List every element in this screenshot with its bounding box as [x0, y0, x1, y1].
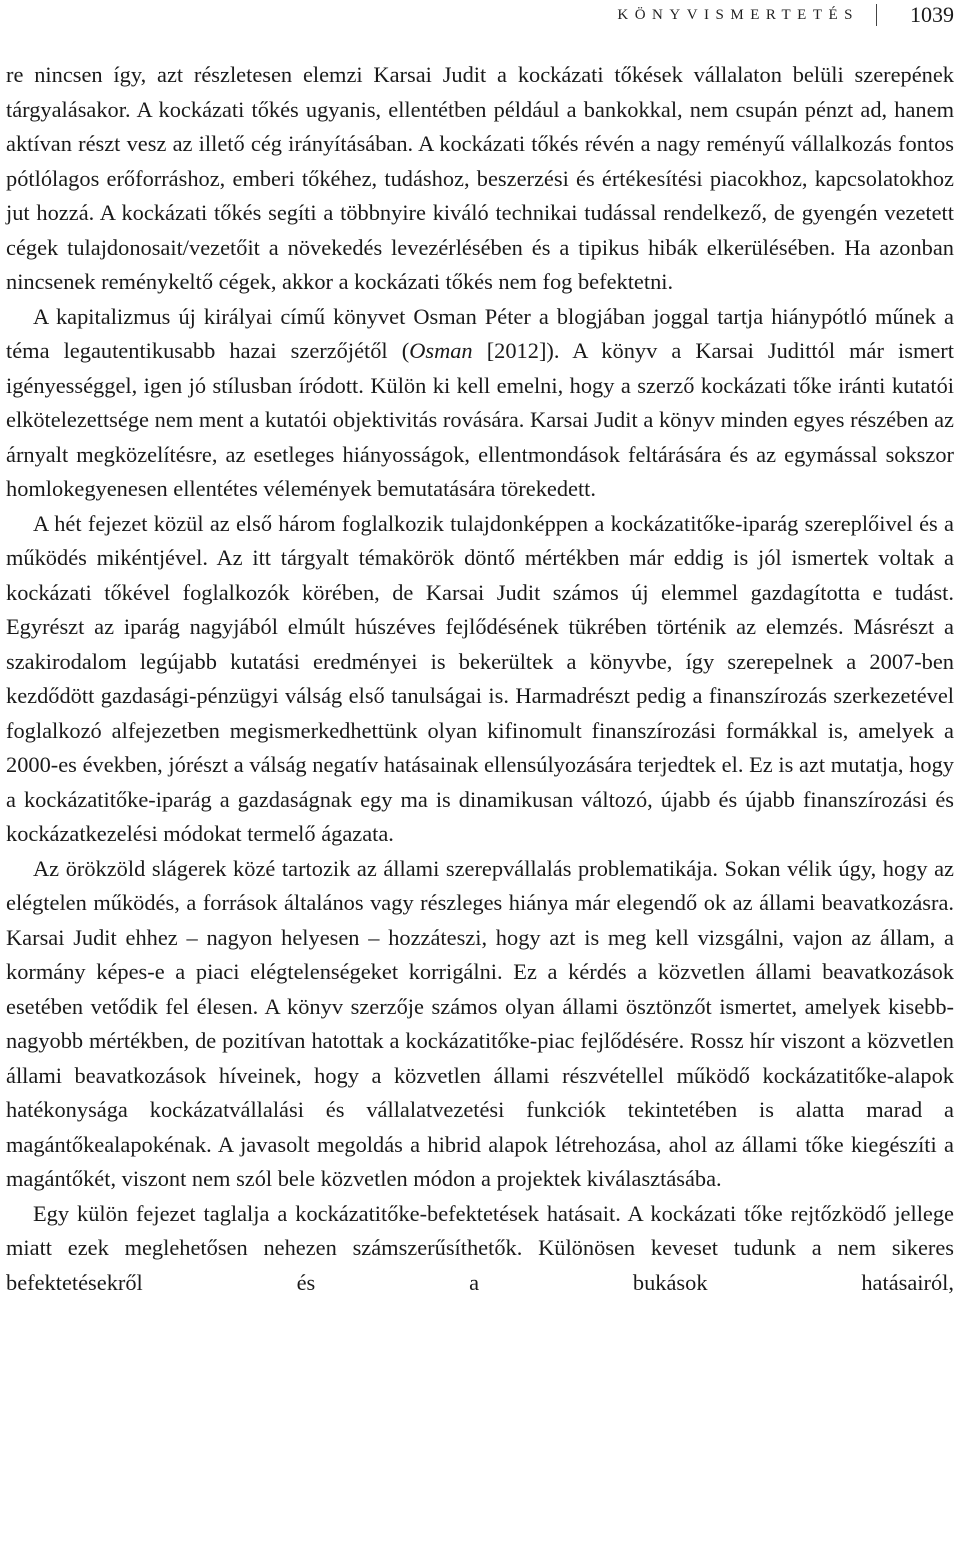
section-title: KÖNYVISMERTETÉS [617, 7, 859, 23]
paragraph-2-before-citation: A kapitalizmus új királyai című könyvet Osman Péter a blogjában joggal tartja hiánypótló műnek a téma legautentikusabb hazai szerzőjétől ( [6, 303, 954, 363]
paragraph-1: re nincsen így, azt részletesen elemzi Karsai Judit a kockázati tőkések vállalaton belüli szerepének tárgyalásakor. A kockázati tőkés ugyanis, ellentétben például a bankokkal, nem csupán pénzt ad, hanem aktívan részt vesz az illető cég irányításában. A kockázati tőkés révén a nagy reményű vállalkozás fontos pótlólagos erőforráshoz, emberi tőkéhez, tudáshoz, beszerzési és értékesítési piacokhoz, kapcsolatokhoz jut hozzá. A kockázati tőkés segíti a többnyire kiváló technikai tudással rendelkező, de gyengén vezetett cégek tulajdonosait/vezetőit a növekedés levezérlésében és a tipikus hibák elkerülésében. Ha azonban nincsenek reménykeltő cégek, akkor a kockázati tőkés nem fog befektetni. [6, 62, 954, 294]
page-number: 1039 [910, 2, 954, 27]
running-header [6, 0, 954, 40]
paragraph-3: A hét fejezet közül az első három foglalkozik tulajdonképpen a kockázatitőke-iparág szereplőivel és a működés mikéntjével. Az itt tárgyalt témakörök döntő mértékben már eddig is jól ismertek voltak a kockázati tőkével foglalkozók körében, de Karsai Judit számos új elemmel gazdagította e tudást. Egyrészt az iparág nagyjából elmúlt húszéves fejlődésének tükrében történik az elemzés. Másrészt a szakirodalom legújabb kutatási eredményei is bekerültek a könyvbe, így szerepelnek a 2007-ben kezdődött gazdasági-pénzügyi válság első tanulságai is. Harmadrészt pedig a finanszírozás szerkezetével foglalkozó alfejezetben megismerkedhettünk olyan kifinomult finanszírozási formákkal is, amelyek a 2000-es években, jórészt a válság negatív hatásainak ellensúlyozására terjedtek el. Ez is azt mutatja, hogy a kockázatitőke-iparág a gazdaságnak egy ma is dinamikusan változó, újabb és újabb finanszírozási és kockázatkezelési módokat termelő ágazata. [6, 510, 954, 846]
body-text [6, 58, 954, 1300]
header-divider [876, 4, 877, 26]
paragraph-4: Az örökzöld slágerek közé tartozik az állami szerepvállalás problematikája. Sokan vélik úgy, hogy az elégtelen működés, a források általános vagy részleges hiánya már elegendő ok az állami beavatkozásra. Karsai Judit ehhez – nagyon helyesen – hozzáteszi, hogy azt is meg kell vizsgálni, vajon az állam, a kormány képes-e a piaci elégtelenségeket korrigálni. Ez a kérdés a közvetlen állami beavatkozások esetében vetődik fel élesen. A könyv szerzője számos olyan állami ösztönzőt ismertet, amelyek kisebb-nagyobb mértékben, de pozitívan hatottak a kockázatitőke-piac fejlődésére. Rossz hír viszont a közvetlen állami beavatkozások híveinek, hogy a közvetlen állami részvétellel működő kockázatitőke-alapok hatékonysága kockázatvállalási és vállalatvezetési funkciók tekintetében is alatta marad a magántőkealapokénak. A javasolt megoldás a hibrid alapok létrehozása, ahol az állami tőke kiegészíti a magántőkét, viszont nem szól bele közvetlen módon a projektek kiválasztásába. [6, 855, 954, 1191]
paragraph-2 [6, 300, 954, 507]
book-page [6, 0, 954, 1300]
paragraph-5: Egy külön fejezet taglalja a kockázatitőke-befektetések hatásait. A kockázati tőke rejtőzködő jellege miatt ezek meglehetősen nehezen számszerűsíthetők. Különösen keveset tudunk a nem sikeres befektetésekről és a bukások hatásairól, [6, 1200, 954, 1295]
citation-author: Osman [409, 338, 473, 363]
paragraph-2-after-citation: [2012]). A könyv a Karsai Judittól már ismert igényességgel, igen jó stílusban íródott. Külön ki kell emelni, hogy a szerző kockázati tőke iránti kutatói elkötelezettsége nem ment a kutatói objektivitás rovására. Karsai Judit a könyv minden egyes részében az árnyalt megközelítésre, az esetleges hiányosságok, ellentmondások feltárására és az egymással sokszor homlokegyenesen ellentétes vélemények bemutatására törekedett. [6, 338, 954, 501]
